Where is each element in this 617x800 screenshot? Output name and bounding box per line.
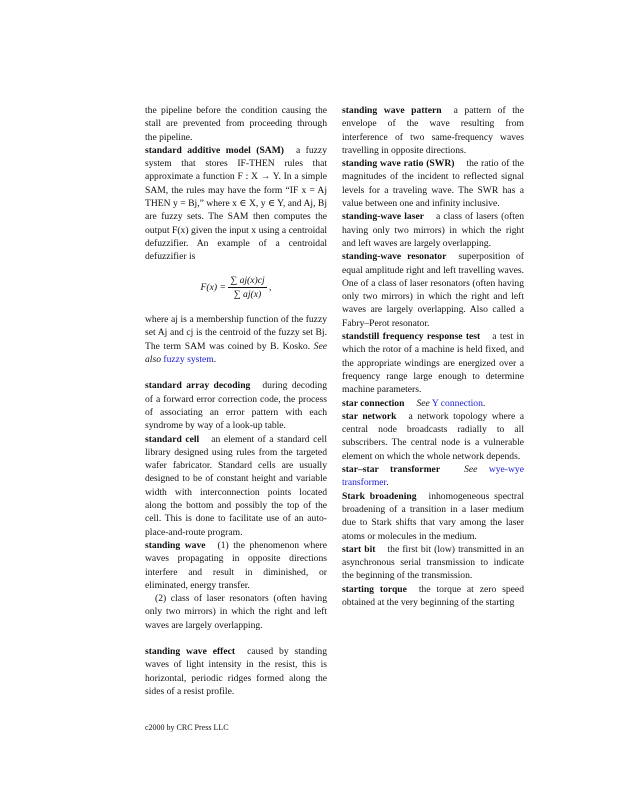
period: . (482, 397, 486, 409)
entry-definition: a network topology where a central node broadcasts radially to all subscribers. The central node is a vulnerable element on which the whole network depends. (342, 410, 524, 462)
entry-star-star-transformer (342, 463, 524, 490)
entry-definition-cont: where aj is a membership function of the fuzzy set Aj and cj is the centroid of the fuzzy set Bj. The term SAM was coined by B. Kosko. (145, 314, 327, 352)
entry-term: start bit (342, 543, 376, 555)
entry-definition: inhomogeneous spectral broadening of a transition in a laser medium due to Stark shifts that vary among the laser atoms or molecules in the medium. (342, 490, 525, 542)
formula-lhs: F(x) = (200, 281, 226, 293)
entry-definition: a class of lasers (often having only two mirrors) in which the right and left waves are largely overlapping. (342, 211, 525, 249)
entry-standing-wave-effect (145, 645, 327, 698)
entry-standard-cell (145, 433, 327, 539)
entry-definition: the ratio of the magnitudes of the incident to reflected signal levels for a traveling wave. The SWR has a value between one and infinity inclusive. (342, 158, 524, 210)
entry-standard-array-decoding (145, 379, 327, 432)
period: . (386, 477, 389, 489)
entry-standing-wave-pattern (342, 104, 524, 157)
entry-term: standing wave pattern (342, 105, 442, 116)
entry-term: standing-wave laser (342, 211, 424, 223)
entry-term: star network (342, 410, 397, 422)
see-label: See (464, 464, 478, 476)
entry-term: standard additive model (SAM) (145, 144, 284, 156)
entry-start-bit (342, 543, 524, 583)
entry-term: standard cell (145, 433, 200, 445)
entry-definition: superposition of equal amplitude right and left travelling waves. One of a class of laser resonators (often having only two mirrors) in which the right and left waves are largely overlapping. Also called a Fabry–Perot resonator. (342, 251, 525, 329)
entry-definition: a fuzzy system that stores IF-THEN rules that approximate a function F : X → Y. In a simple SAM, the rules may have the form “IF x = Aj THEN y = Bj,” where x ∈ X, y ∈ Y, and Aj, Bj are fuzzy sets. The SAM then computes the output F(x) given the input x using a centroidal defuzzifier. An example of a centroidal defuzzifier is (145, 144, 327, 263)
entry-star-connection (342, 397, 524, 410)
entry-term: standstill frequency response test (342, 331, 481, 343)
entry-definition: caused by standing waves of light intensity in the resist, this is horizontal, periodic ridges formed along the sides of a resist profile. (145, 645, 327, 697)
continuation-text: the pipeline before the condition causing the stall are prevented from proceeding through the pipeline. (145, 105, 327, 143)
formula-numerator: ∑ aj(x)cj (228, 274, 266, 288)
entry-definition: the torque at zero speed obtained at the very beginning of the starting (342, 583, 524, 608)
entry-standstill-frequency-response-test (342, 330, 524, 396)
entry-term: star connection (342, 397, 405, 409)
link-wye-wye-transformer[interactable]: wye-wye transformer (342, 464, 524, 489)
entry-definition: during decoding of a forward error correction code, the process of associating an error pattern with each syndrome by way of a look-up table. (145, 380, 327, 432)
entry-term: Stark broadening (342, 490, 417, 502)
right-column (342, 104, 524, 609)
entry-term: standard array decoding (145, 380, 251, 392)
entry-term: starting torque (342, 583, 407, 595)
entry-standing-wave-ratio (342, 157, 524, 210)
entry-stark-broadening (342, 490, 524, 543)
entry-term: standing-wave resonator (342, 251, 447, 263)
entry-term: star–star transformer (342, 464, 441, 476)
entry-term: standing wave (145, 539, 206, 551)
left-column (145, 104, 327, 698)
see-also-label: See also (145, 340, 327, 366)
formula-tail: , (269, 281, 272, 293)
copyright-footer: c2000 by CRC Press LLC (145, 723, 229, 732)
entry-standing-wave (145, 539, 327, 632)
formula-denominator: ∑ aj(x) (233, 288, 262, 300)
link-y-connection[interactable]: Y connection (431, 397, 483, 409)
entry-definition: the first bit (low) transmitted in an asynchronous serial transmission to indicate the beginning of the transmission. (342, 543, 524, 582)
entry-definition: (1) the phenomenon where waves propagating in opposite directions interfere and result in diminished, or eliminated, energy transfer. (145, 539, 327, 591)
entry-standard-additive-model (145, 144, 327, 366)
entry-definition: a pattern of the envelope of the wave resulting from interference of two same-frequency waves travelling in opposite directions. (342, 105, 524, 156)
entry-standing-wave-resonator (342, 250, 524, 330)
entry-standing-wave-laser (342, 210, 524, 250)
formula-fraction (228, 274, 266, 302)
entry-definition: a test in which the rotor of a machine is held fixed, and the appropriate windings are energized over a frequency range large enough to determine machine parameters. (342, 331, 525, 396)
period: . (213, 354, 217, 366)
link-fuzzy-system[interactable]: fuzzy system (163, 354, 214, 366)
entry-term: standing wave effect (145, 645, 236, 657)
entry-definition-2: (2) class of laser resonators (often having only two mirrors) in which the right and left waves are largely overlapping. (145, 593, 327, 631)
see-label: See (416, 397, 430, 409)
entry-definition: an element of a standard cell library designed using rules from the targeted wafer fabricator. Standard cells are usually designed to be of constant height and variable width with interconnection points located along the bottom and possibly the top of the cell. This is done to facilitate use of an auto-place-and-route program. (145, 433, 327, 538)
entry-starting-torque (342, 583, 524, 610)
entry-term: standing wave ratio (SWR) (342, 158, 455, 170)
centroid-formula (145, 274, 327, 302)
entry-star-network (342, 410, 524, 463)
